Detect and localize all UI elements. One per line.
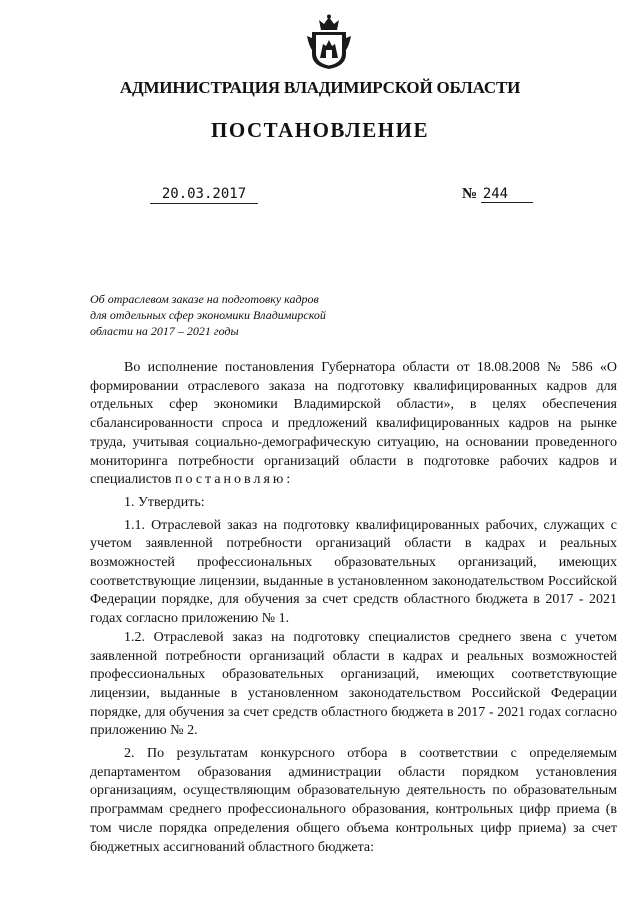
subject-line: Об отраслевом заказе на подготовку кадров <box>90 292 319 306</box>
subject-line: для отдельных сфер экономики Владимирской <box>90 308 326 322</box>
agency-title: АДМИНИСТРАЦИЯ ВЛАДИМИРСКОЙ ОБЛАСТИ <box>119 78 521 97</box>
item-1: 1. Утвердить: <box>124 494 205 510</box>
resolve-word: постановляю: <box>174 472 294 488</box>
document-type-title: ПОСТАНОВЛЕНИЕ <box>211 118 429 142</box>
document-subject <box>90 291 360 339</box>
document-date: 20.03.2017 <box>150 186 258 204</box>
preamble-text: Во исполнение постановления Губернатора области от 18.08.2008 № 586 «О формировании отраслевого заказа на подготовку квалифицированных кадров для отдельных сфер экономики Владимирской области», в целях обеспечения сбалансированности спроса и предложений квалифицированных кадров на рынке труда, учитывая социально-демографическую ситуацию, на основании проведенного мониторинга потребности организаций области в подготовке рабочих кадров и специалистов <box>90 360 617 488</box>
item-1-1: 1.1. Отраслевой заказ на подготовку квалифицированных рабочих, служащих с учетом заявленной потребности организаций области в кадрах и реальных возможностей профессиональных образовательных организаций, имеющих соответствующие лицензии, выданные в установленном законодательством Российской Федерации порядке, для обучения за счет средств областного бюджета в 2017 - 2021 годах согласно приложению № 1. <box>90 517 617 627</box>
preamble-paragraph <box>90 359 617 490</box>
item-2: 2. По результатам конкурсного отбора в соответствии с определяемым департаментом образования администрации области порядком установления организациям, осуществляющим образовательную деятельность по образовательным программам среднего профессионального образования, контрольных цифр приема (в том числе порядка определения общего объема контрольных цифр приема) за счет бюджетных ассигнований областного бюджета: <box>90 746 617 855</box>
document-body <box>90 359 617 857</box>
coat-of-arms-emblem <box>306 14 352 70</box>
number-sign: № <box>462 186 478 202</box>
item-1-2: 1.2. Отраслевой заказ на подготовку специалистов среднего звена с учетом заявленной потребности организаций области в кадрах и реальных возможностей профессиональных образовательных организаций, имеющих соответствующие лицензии, выданные в установленном законодательством Российской Федерации порядке, для обучения за счет средств областного бюджета в 2017 - 2021 годах согласно приложению № 2. <box>90 629 617 739</box>
document-number: 244 <box>481 186 533 203</box>
subject-line: области на 2017 – 2021 годы <box>90 324 239 338</box>
document-number-block <box>462 186 533 203</box>
